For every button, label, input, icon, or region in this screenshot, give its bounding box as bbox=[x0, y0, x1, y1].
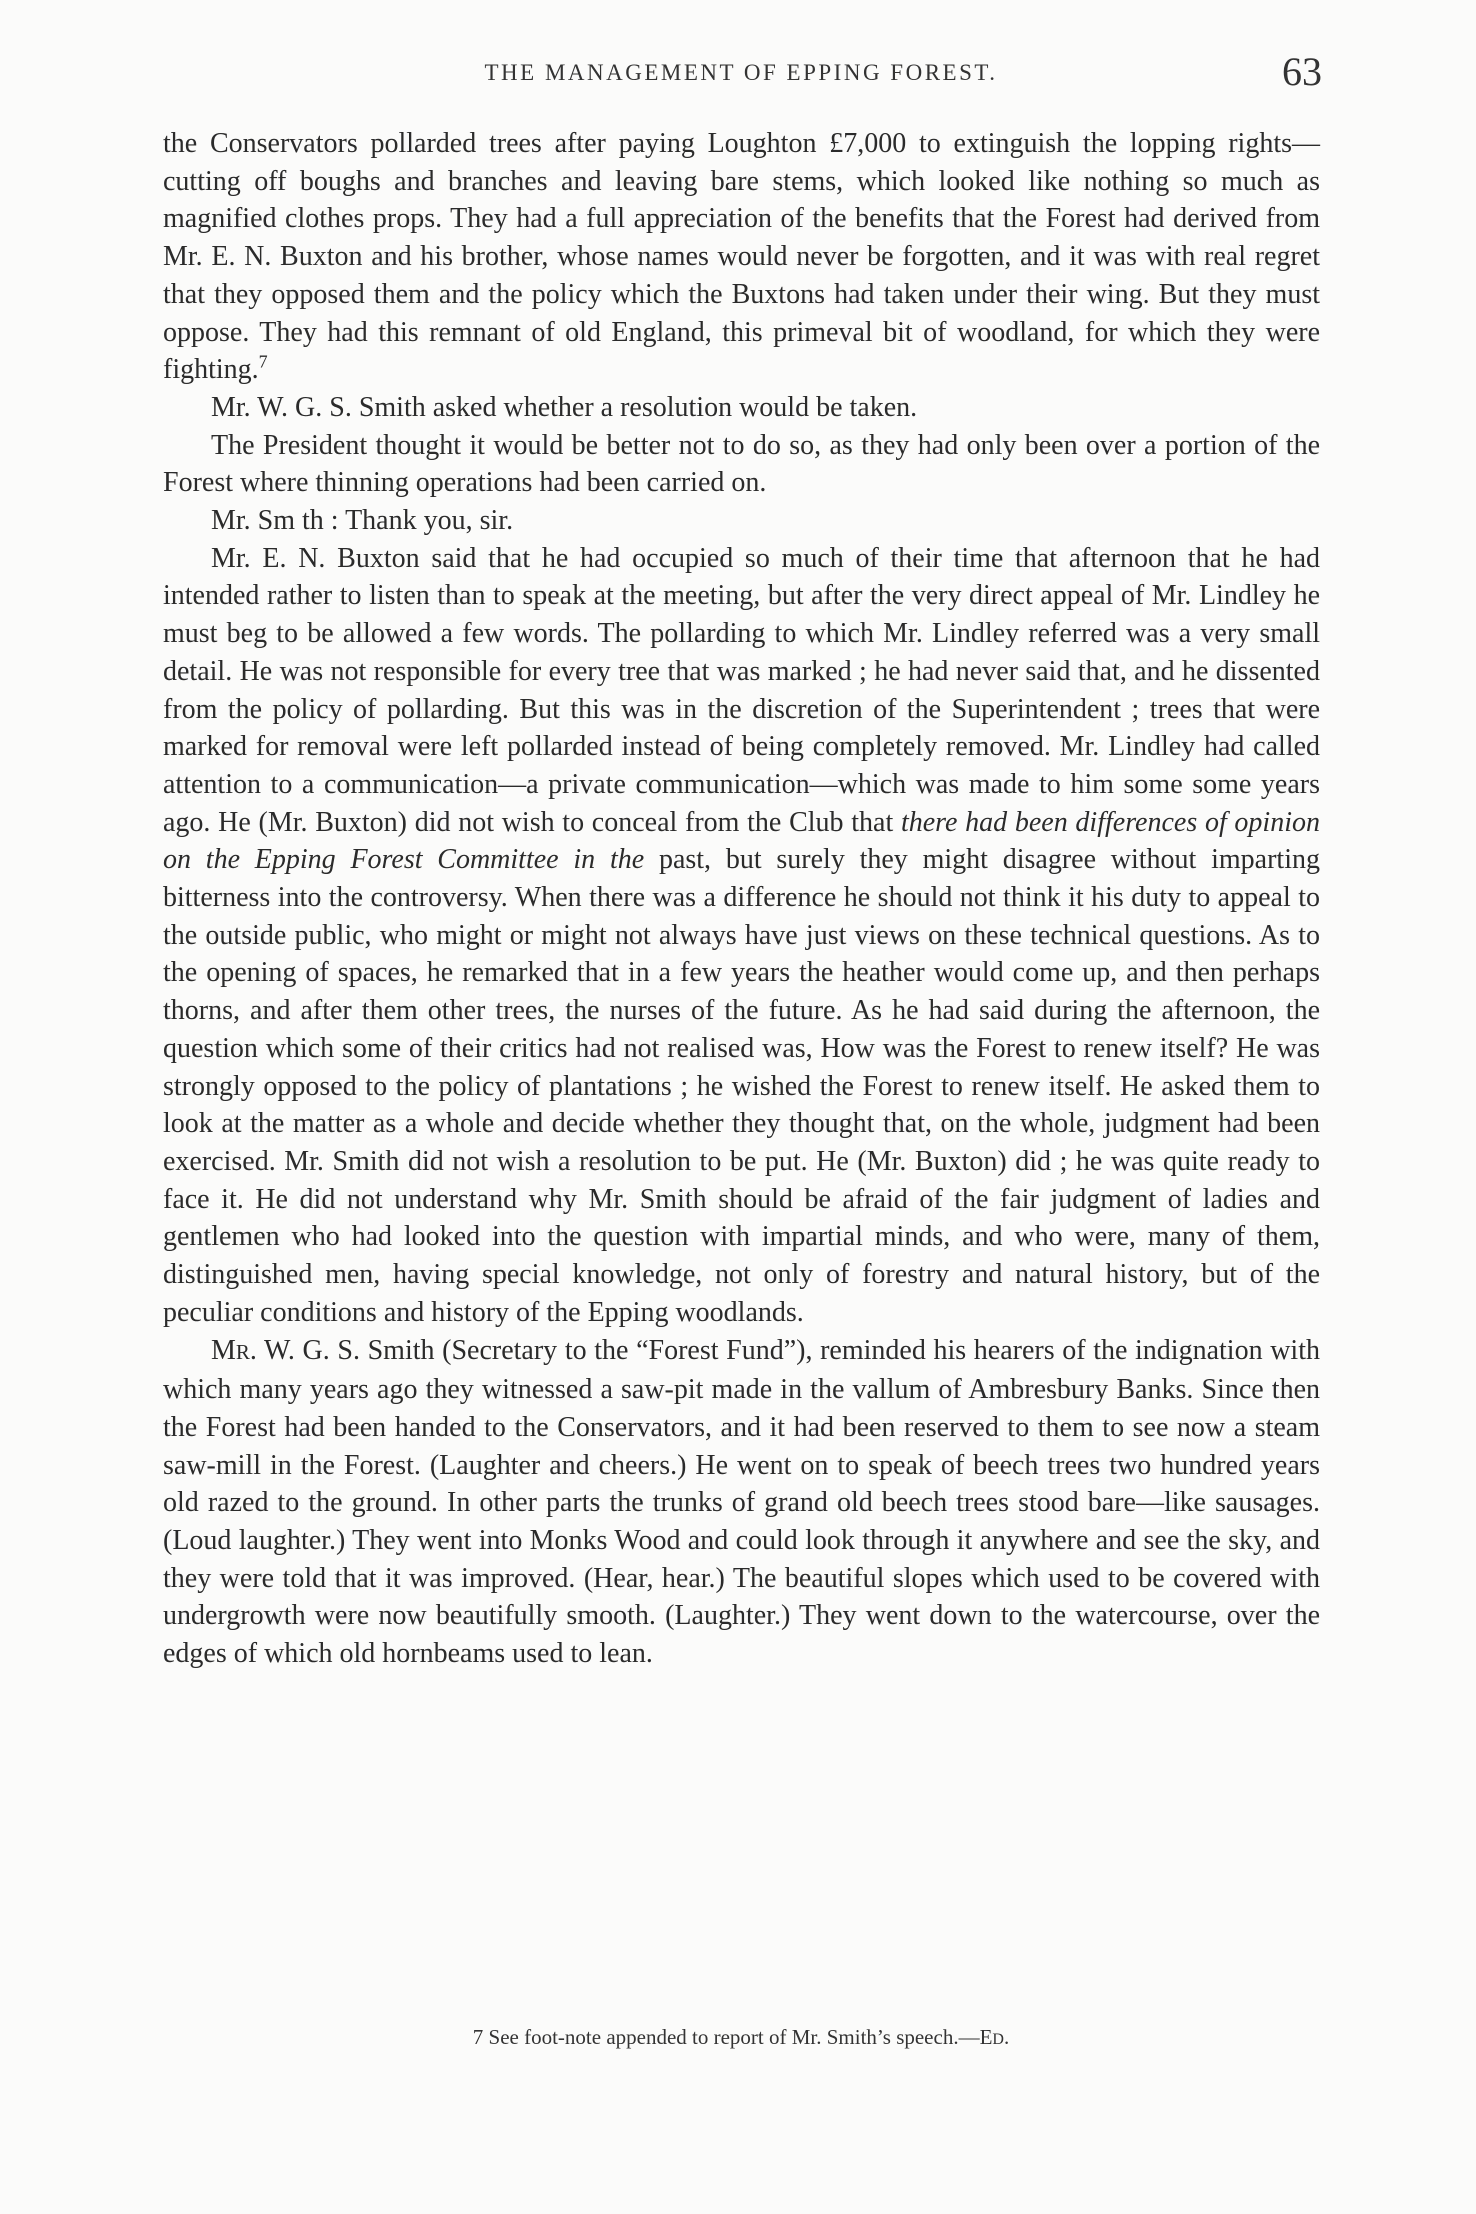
paragraph-5 bbox=[163, 540, 1320, 1332]
footnote-number: 7 bbox=[472, 2025, 484, 2049]
running-head: THE MANAGEMENT OF EPPING FOREST. bbox=[484, 60, 998, 85]
paragraph-2: Mr. W. G. S. Smith asked whether a resolution would be taken. bbox=[211, 391, 918, 423]
paragraph-1-text: the Conservators pollarded trees after paying Loughton £7,000 to extinguish the lopping rights—cutting off boughs and branches and leaving bare stems, which looked like nothing so much as magnified clothes props. They had a full appreciation of the benefits that the Forest had derived from Mr. E. N. Buxton and his brother, whose names would never be forgotten, and it was with real regret that they opposed them and the policy which the Buxtons had taken under their wing. But they must oppose. They had this remnant of old England, this primeval bit of woodland, for which they were fighting. bbox=[163, 128, 1320, 386]
page-number: 63 bbox=[1282, 49, 1322, 94]
paragraph-5-italic: there had been differences of opinion on the Epping Forest Committee in the bbox=[163, 806, 1320, 876]
paragraph-3: The President thought it would be better not to do so, as they had only been over a portion of the Forest where thinning operations had been carried on. bbox=[163, 429, 1320, 499]
body-text bbox=[163, 125, 1320, 1673]
footnote bbox=[160, 2025, 1322, 2050]
paragraph-6-lead-r: R bbox=[235, 1339, 250, 1364]
paragraph-6-text: . W. G. S. Smith (Secretary to the “Forest Fund”), reminded his hearers of the indignation with which many years ago they witnessed a saw-pit made in the vallum of Ambresbury Banks. Since then the Forest had been handed to the Conservators, and it had been reserved to them to see now a steam saw-mill in the Forest. (Laughter and cheers.) He went on to speak of beech trees two hundred years old razed to the ground. In other parts the trunks of grand old beech trees stood bare—like sausages. (Loud laughter.) They went into Monks Wood and could look through it anywhere and see the sky, and they were told that it was improved. (Hear, hear.) The beautiful slopes which used to be covered with undergrowth were now beautifully smooth. (Laughter.) They went down to the watercourse, over the edges of which old hornbeams used to lean. bbox=[163, 1334, 1320, 1670]
paragraph-5-text-a: Mr. E. N. Buxton said that he had occupied so much of their time that afternoon that he had intended rather to listen than to speak at the meeting, but after the very direct appeal of Mr. Lindley he must beg to be allowed a few words. The pollarding to which Mr. Lindley referred was a very small detail. He was not responsible for every tree that was marked ; he had never said that, and he dissented from the policy of pollarding. But this was in the discretion of the Superintendent ; trees that were marked for removal were left pollarded instead of being completely removed. Mr. Lindley had called attention to a communication—a private communication—which was made to him some some years ago. He (Mr. Buxton) did not wish to conceal from the Club that bbox=[163, 542, 1320, 838]
page-header bbox=[160, 48, 1322, 98]
paragraph-6-lead-m: M bbox=[211, 1334, 236, 1366]
paragraph-1 bbox=[163, 125, 1320, 389]
footnote-text: See foot-note appended to report of Mr. Smith’s speech.—E bbox=[483, 2025, 993, 2049]
paragraph-6 bbox=[163, 1332, 1320, 1673]
paragraph-4: Mr. Sm th : Thank you, sir. bbox=[211, 505, 514, 537]
footnote-ed-end: . bbox=[1003, 2025, 1010, 2049]
footnote-reference: 7 bbox=[258, 351, 268, 372]
footnote-ed-small: D bbox=[992, 2031, 1004, 2048]
paragraph-5-text-b: past, but surely they might disagree without imparting bitterness into the controversy. When there was a difference he should not think it his duty to appeal to the outside public, who might or might not always have just views on these technical questions. As to the opening of spaces, he remarked that in a few years the heather would come up, and then perhaps thorns, and after them other trees, the nurses of the future. As he had said during the afternoon, the question which some of their critics had not realised was, How was the Forest to renew itself? He was strongly opposed to the policy of plantations ; he wished the Forest to renew itself. He asked them to look at the matter as a whole and decide whether they thought that, on the whole, judgment had been exercised. Mr. Smith did not wish a resolution to be put. He (Mr. Buxton) did ; he was quite ready to face it. He did not understand why Mr. Smith should be afraid of the fair judgment of ladies and gentlemen who had looked into the question with impartial minds, and who were, many of them, distinguished men, having special knowledge, not only of forestry and natural history, but of the peculiar conditions and history of the Epping woodlands. bbox=[163, 844, 1320, 1328]
